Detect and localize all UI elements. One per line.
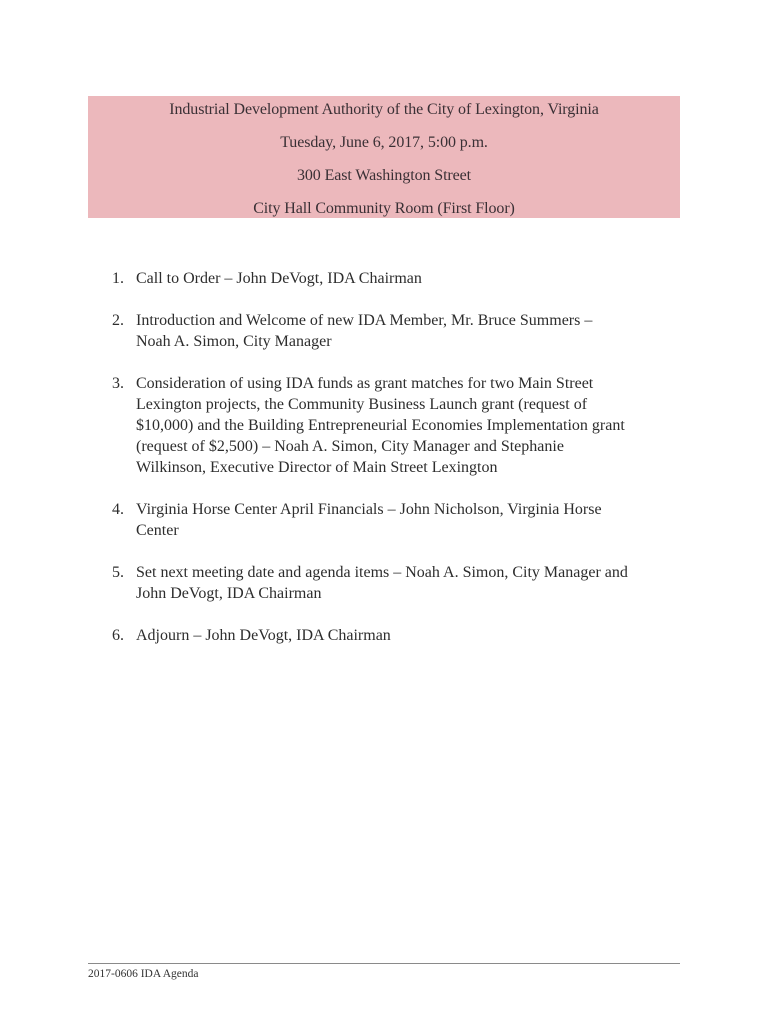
footer-label: 2017-0606 IDA Agenda bbox=[88, 968, 199, 980]
agenda-item-number: 4. bbox=[112, 501, 124, 518]
agenda-item-next-meeting bbox=[112, 562, 692, 604]
agenda-item-grant-matches bbox=[112, 373, 692, 478]
agenda-list bbox=[112, 268, 692, 646]
agenda-item-horse-center-financials bbox=[112, 499, 692, 541]
meeting-address: 300 East Washington Street bbox=[296, 167, 472, 184]
agenda-item-number: 1. bbox=[112, 270, 124, 287]
agenda-item-text: Introduction and Welcome of new IDA Member, Mr. Bruce Summers – Noah A. Simon, City Manager bbox=[136, 312, 593, 350]
organization-title: Industrial Development Authority of the City of Lexington, Virginia bbox=[169, 101, 599, 118]
meeting-date-time: Tuesday, June 6, 2017, 5:00 p.m. bbox=[280, 134, 488, 151]
agenda-item-call-to-order bbox=[112, 268, 692, 289]
agenda-item-text: Set next meeting date and agenda items – Noah A. Simon, City Manager and John DeVogt, IDA Chairman bbox=[136, 564, 628, 602]
agenda-item-number: 6. bbox=[112, 627, 124, 644]
agenda-item-number: 3. bbox=[112, 375, 124, 392]
agenda-item-adjourn bbox=[112, 625, 692, 646]
agenda-item-text: Virginia Horse Center April Financials – John Nicholson, Virginia Horse Center bbox=[136, 501, 602, 539]
meeting-room: City Hall Community Room (First Floor) bbox=[253, 200, 515, 217]
agenda-item-number: 2. bbox=[112, 312, 124, 329]
meeting-header bbox=[88, 96, 680, 218]
agenda-item-number: 5. bbox=[112, 564, 124, 581]
footer-divider bbox=[88, 963, 680, 964]
agenda-item-introduction bbox=[112, 310, 692, 352]
agenda-item-text: Consideration of using IDA funds as grant matches for two Main Street Lexington projects, the Community Business Launch grant (request of $10,000) and the Building Entrepreneurial Economies Implementation grant (request of $2,500) – Noah A. Simon, City Manager and Stephanie Wilkinson, Executive Director of Main Street Lexington bbox=[136, 375, 625, 476]
agenda-item-text: Adjourn – John DeVogt, IDA Chairman bbox=[136, 627, 391, 644]
agenda-item-text: Call to Order – John DeVogt, IDA Chairman bbox=[136, 270, 422, 287]
